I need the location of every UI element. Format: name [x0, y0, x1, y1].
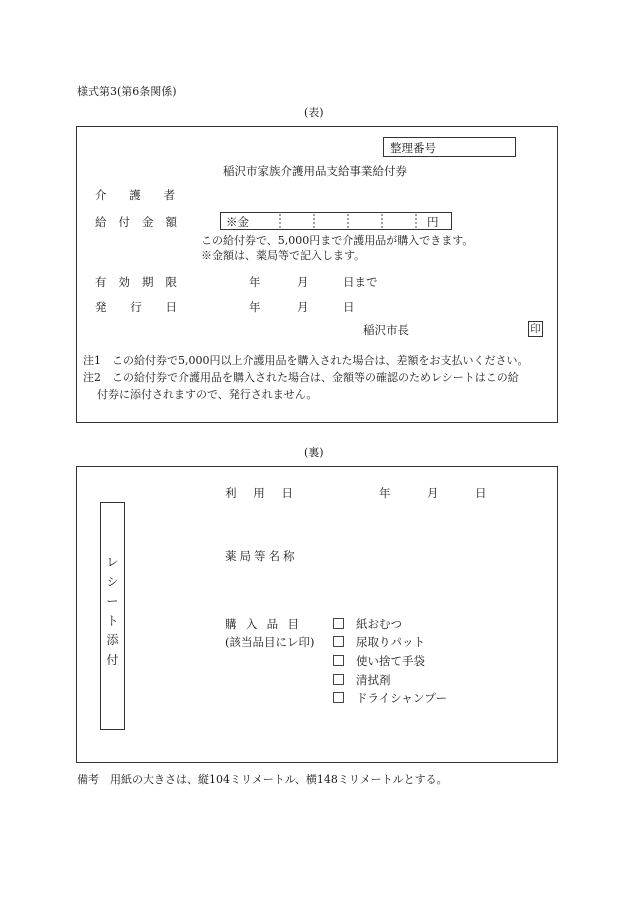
- front-side-label: (表): [304, 106, 324, 119]
- items-sublabel: (該当品目にレ印): [225, 635, 315, 649]
- riyobi-year: 年: [379, 486, 391, 500]
- riyobi-month: 月: [427, 486, 439, 500]
- form-number-label: 様式第3(第6条関係): [77, 85, 177, 98]
- item-row[interactable]: [333, 690, 447, 706]
- checkbox-icon[interactable]: [333, 692, 344, 703]
- amount-prefix: ※金: [226, 215, 249, 229]
- yuko-month: 月: [297, 275, 309, 289]
- back-side-label: (裏): [304, 446, 324, 459]
- checkbox-icon[interactable]: [333, 655, 344, 666]
- items-label: 購 入 品 目: [225, 617, 299, 631]
- hakko-month: 月: [297, 300, 309, 314]
- item-row[interactable]: [333, 653, 425, 669]
- receipt-attach-label: レ シ ー ト 添 付: [106, 555, 119, 667]
- pharmacy-name-label: 薬局等名称: [225, 549, 298, 563]
- checkbox-icon[interactable]: [333, 618, 344, 629]
- back-card: [76, 466, 558, 763]
- card-title: 稲沢市家族介護用品支給事業給付券: [223, 164, 407, 178]
- item-label: 清拭剤: [356, 673, 391, 687]
- checkbox-icon[interactable]: [333, 674, 344, 685]
- note-2-line-1: 注2 この給付券で介護用品を購入された場合は、金額等の確認のためレシートはこの給: [83, 371, 519, 384]
- amount-digit-dividers: [221, 213, 451, 229]
- amount-field[interactable]: [220, 212, 452, 230]
- amount-note-1: この給付券で、5,000円まで介護用品が購入できます。: [201, 234, 474, 247]
- biko-note: 備考 用紙の大きさは、縦104ミリメートル、横148ミリメートルとする。: [77, 773, 448, 786]
- kyufu-kingaku-label: 給 付 金 額: [95, 215, 177, 229]
- item-label: 尿取りパット: [356, 635, 425, 649]
- riyobi-day: 日: [475, 486, 487, 500]
- front-card: [76, 126, 558, 423]
- item-row[interactable]: [333, 634, 425, 650]
- issuer-name: 稲沢市長: [363, 323, 409, 337]
- item-label: ドライシャンプー: [356, 691, 448, 705]
- yuko-year: 年: [249, 275, 261, 289]
- riyobi-label: 利 用 日: [225, 486, 293, 500]
- seiri-number-box[interactable]: [383, 137, 516, 157]
- receipt-attach-area: [100, 502, 125, 730]
- amount-note-2: ※金額は、薬局等で記入します。: [201, 249, 366, 262]
- yuko-day: 日まで: [343, 275, 378, 289]
- hakko-day: 日: [343, 300, 355, 314]
- item-label: 紙おむつ: [356, 617, 402, 631]
- kaigosha-label: 介 護 者: [95, 188, 175, 202]
- item-label: 使い捨て手袋: [356, 654, 425, 668]
- note-2-line-2: 付券に添付されますので、発行されません。: [97, 388, 318, 401]
- seiri-number-label: 整理番号: [390, 141, 436, 155]
- hakko-bi-label: 発 行 日: [95, 300, 177, 314]
- checkbox-icon[interactable]: [333, 636, 344, 647]
- hakko-year: 年: [249, 300, 261, 314]
- item-row[interactable]: [333, 616, 402, 632]
- note-1: 注1 この給付券で5,000円以上介護用品を購入された場合は、差額をお支払いください。: [83, 354, 529, 367]
- amount-suffix: 円: [427, 215, 439, 229]
- yuko-kigen-label: 有 効 期 限: [95, 275, 177, 289]
- item-row[interactable]: [333, 672, 391, 688]
- seal-stamp: 印: [528, 321, 543, 337]
